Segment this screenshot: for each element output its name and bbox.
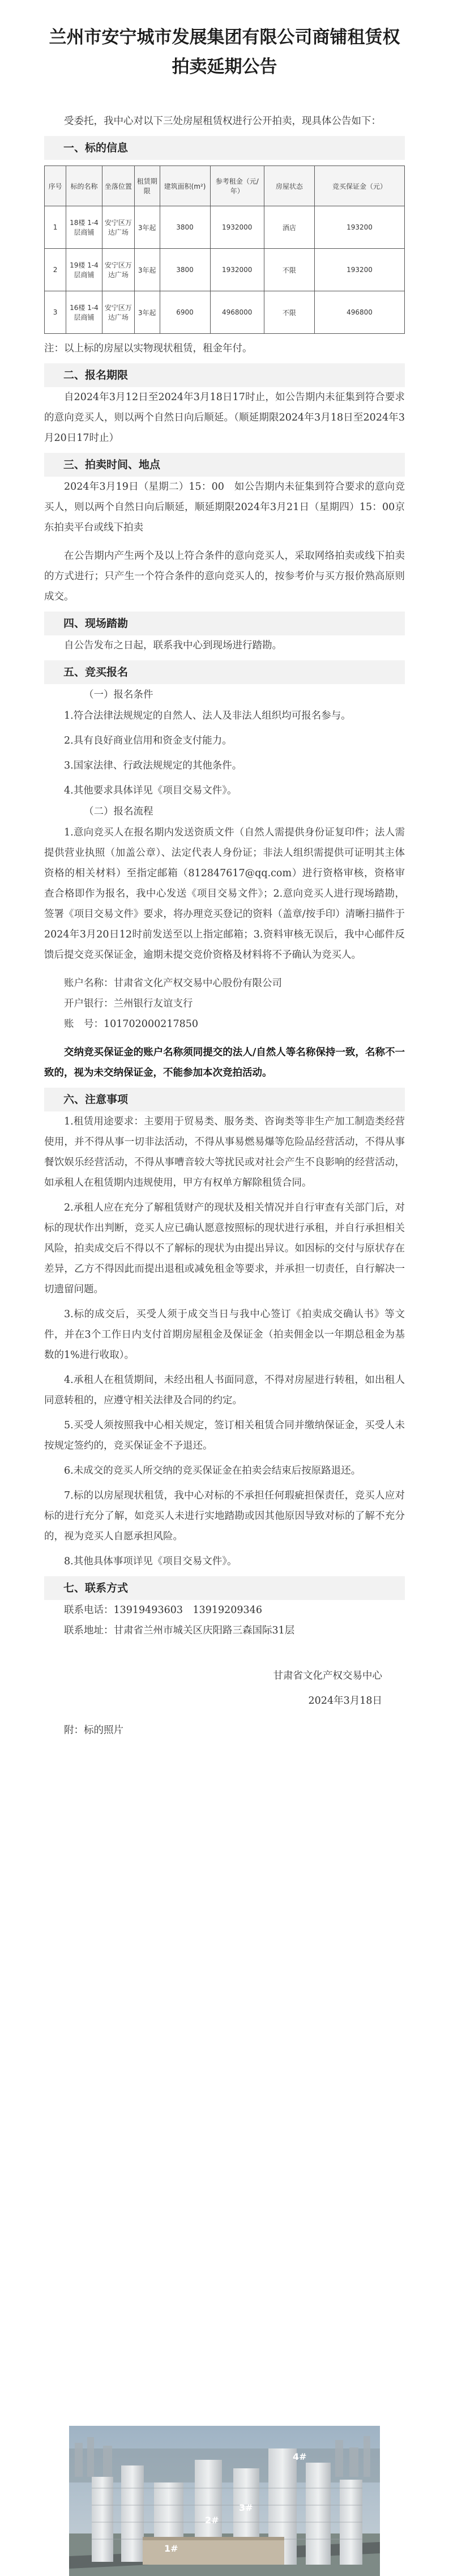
table-cell: 酒店 [264, 206, 314, 249]
page-title: 兰州市安宁城市发展集团有限公司商铺租赁权拍卖延期公告 [49, 27, 400, 77]
table-cell: 1 [45, 206, 66, 249]
contact-phone: 联系电话：13919493603 13919209346 [64, 1605, 262, 1616]
table-cell: 18楼 1-4层商铺 [66, 206, 102, 249]
table-cell: 1932000 [210, 249, 264, 291]
note-item: 7.标的以房屋现状租赁，我中心对标的不承担任何瑕疵担保责任，竞买人应对标的进行充分了解，如竞买人未进行实地踏勘或因其他原因导致对标的了解不充分的，视为竞买人自愿承担风险。 [44, 1490, 405, 1542]
section-heading-auction-time: 三、拍卖时间、地点 [44, 453, 405, 477]
building-mark-1: 1# [164, 2543, 178, 2554]
section-heading-lot-info: 一、标的信息 [44, 136, 405, 160]
note-item: 4.承租人在租赁期间，未经出租人书面同意，不得对房屋进行转租，如出租人同意转租的，应遵守相关法律及合同的约定。 [44, 1374, 405, 1406]
registration-conditions-heading: （一）报名条件 [84, 689, 153, 701]
note-item: 8.其他具体事项详见《项目交易文件》。 [64, 1556, 237, 1567]
table-row [45, 249, 405, 291]
intro-paragraph: 受委托，我中心对以下三处房屋租赁权进行公开拍卖，现具体公告如下： [64, 116, 381, 127]
table-header-cell: 标的名称 [66, 166, 102, 206]
table-header-cell: 房屋状态 [264, 166, 314, 206]
table-cell: 2 [45, 249, 66, 291]
table-header-cell: 租赁期限 [134, 166, 160, 206]
table-cell: 3年起 [134, 206, 160, 249]
table-cell: 193200 [314, 206, 404, 249]
note-item: 6.未成交的竞买人所交纳的竞买保证金在拍卖会结束后按原路退还。 [64, 1465, 361, 1476]
note-item: 2.承租人应在充分了解租赁财产的现状及相关情况并自行审查有关部门后，对标的现状作出判断，竞买人应已确认愿意按照标的现状进行承租，并自行承担相关风险，拍卖成交后不得以不了解标的现状为由提出异议。如因标的交付与原状存在差异，乙方不得因此而提出退租或减免租金等要求，并承担一切责任，自行解决一切遗留问题。 [44, 1202, 405, 1295]
table-row [45, 206, 405, 249]
table-note: 注：以上标的房屋以实物现状租赁，租金年付。 [44, 343, 253, 354]
table-row [45, 291, 405, 334]
photo-caption: 附：标的照片 [64, 1725, 123, 1736]
account-name: 账户名称：甘肃省文化产权交易中心股份有限公司 [64, 978, 282, 989]
table-cell: 4968000 [210, 291, 264, 334]
auction-time-text: 2024年3月19日（星期二）15：00 如公告期内未征集到符合要求的意向竞买人，则以两个自然日向后顺延，顺延期限2024年3月21日（星期四）15：00京东拍卖平台或线下拍卖 [44, 481, 405, 533]
note-item: 3.标的成交后，买受人须于成交当日与我中心签订《拍卖成交确认书》等文件，并在3个工作日内支付首期房屋租金及保证金（拍卖佣金以一年期总租金为基数的1%进行收取）。 [44, 1309, 405, 1361]
section-heading-contact: 七、联系方式 [44, 1576, 405, 1600]
building-mark-2: 2# [205, 2515, 219, 2526]
table-header-cell: 竞买保证金（元） [314, 166, 404, 206]
table-cell: 3年起 [134, 249, 160, 291]
account-bank: 开户银行：兰州银行友谊支行 [64, 998, 193, 1009]
building-mark-3: 3# [239, 2502, 253, 2513]
signature-date: 2024年3月18日 [308, 1695, 382, 1707]
table-cell: 不限 [264, 291, 314, 334]
table-cell: 496800 [314, 291, 404, 334]
table-cell: 1932000 [210, 206, 264, 249]
account-number: 账 号：101702000217850 [64, 1018, 199, 1030]
condition-item: 3.国家法律、行政法规规定的其他条件。 [64, 760, 242, 771]
section-heading-registration-period: 二、报名期限 [44, 363, 405, 387]
note-item: 5.买受人须按照我中心相关规定，签订相关租赁合同并缴纳保证金，买受人未按规定签约的，竞买保证金不予退还。 [44, 1420, 405, 1452]
table-cell: 不限 [264, 249, 314, 291]
condition-item: 2.具有良好商业信用和资金支付能力。 [64, 735, 232, 746]
site-visit-text: 自公告发布之日起，联系我中心到现场进行踏勘。 [64, 640, 282, 651]
table-cell: 3800 [160, 206, 210, 249]
table-cell: 16楼 1-4层商铺 [66, 291, 102, 334]
table-cell: 安宁区万达广场 [102, 249, 134, 291]
table-header-cell: 坐落位置 [102, 166, 134, 206]
registration-period-text: 自2024年3月12日至2024年3月18日17时止，如公告期内未征集到符合要求的意向竞买人，则以两个自然日向后顺延。（顺延期限2024年3月18日至2024年3月20日17时止） [44, 392, 405, 444]
contact-address: 联系地址：甘肃省兰州市城关区庆阳路三森国际31层 [64, 1625, 295, 1636]
section-heading-site-visit: 四、现场踏勘 [44, 612, 405, 635]
lot-table [44, 165, 405, 334]
signature-organization: 甘肃省文化产权交易中心 [273, 1670, 382, 1682]
aerial-photo-image [69, 2426, 380, 2576]
table-cell: 3800 [160, 249, 210, 291]
table-cell: 安宁区万达广场 [102, 206, 134, 249]
registration-process-text: 1.意向竞买人在报名期内发送资质文件（自然人需提供身份证复印件；法人需提供营业执照（加盖公章）、法定代表人身份证；非法人组织需提供可证明其主体资格的相关材料）至指定邮箱（812847617@qq.com）进行资格审核，资格审查合格即作为报名，我中心发送《项目交易文件》；2.意向竞买人进行现场踏勘，签署《项目交易文件》要求，将办理竞买登记的资料（盖章/按手印）清晰扫描件于2024年3月20日12时前发送至以上指定邮箱；3.资料审核无误后，我中心邮件反馈后提交竞买保证金，逾期未提交竞价资格及材料将不予确认为竞买人。 [44, 827, 405, 961]
table-cell: 193200 [314, 249, 404, 291]
table-header-cell: 建筑面积(m²) [160, 166, 210, 206]
auction-method-text: 在公告期内产生两个及以上符合条件的意向竞买人，采取网络拍卖或线下拍卖的方式进行；只产生一个符合条件的意向竞买人的，按参考价与买方报价熟高原则成交。 [44, 550, 405, 602]
table-cell: 19楼 1-4层商铺 [66, 249, 102, 291]
section-heading-notes: 六、注意事项 [44, 1088, 405, 1111]
lot-table-header-row [45, 166, 405, 206]
registration-process-heading: （二）报名流程 [84, 806, 153, 817]
building-mark-4: 4# [293, 2451, 307, 2462]
note-item: 1.租赁用途要求：主要用于贸易类、服务类、咨询类等非生产加工制造类经营使用，并不得从事一切非法活动，不得从事易燃易爆等危险品经营活动，不得从事餐饮娱乐经营活动，不得从事嘈音较大等扰民或对社会产生不良影响的经营活动，如承租人在租赁期内违规使用，甲方有权单方解除租赁合同。 [44, 1116, 405, 1189]
table-header-cell: 参考租金（元/年） [210, 166, 264, 206]
table-header-cell: 序号 [45, 166, 66, 206]
section-heading-bid-registration: 五、竞买报名 [44, 660, 405, 684]
table-cell: 安宁区万达广场 [102, 291, 134, 334]
deposit-warning: 交纳竞买保证金的账户名称须同提交的法人/自然人等名称保持一致，名称不一致的，视为未交纳保证金，不能参加本次竞拍活动。 [44, 1047, 405, 1079]
condition-item: 1.符合法律法规规定的自然人、法人及非法人组织均可报名参与。 [64, 710, 351, 722]
lot-photo [69, 2426, 380, 2576]
table-cell: 3 [45, 291, 66, 334]
table-cell: 6900 [160, 291, 210, 334]
condition-item: 4.其他要求具体详见《项目交易文件》。 [64, 785, 237, 796]
table-cell: 3年起 [134, 291, 160, 334]
